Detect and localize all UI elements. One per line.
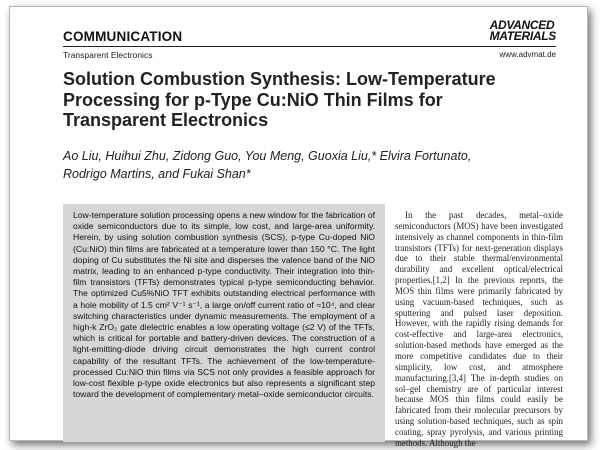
journal-logo-line1: ADVANCED [489,18,555,32]
journal-url: www.advmat.de [499,50,556,59]
article-title: Solution Combustion Synthesis: Low-Temperature Processing for p-Type Cu:NiO Thin Films for Transparent Electronics [63,69,496,130]
abstract-text: Low-temperature solution processing opens a new window for the fabrication of oxide semiconductors due to its simple, low cost, and large-area uniformity. Herein, by using solution combustion synthesis (SCS), p-type Cu-doped NiO (Cu:NiO) thin films are fabricated at a temperature lower than 150 °C. The light doping of Cu substitutes the Ni site and disperses the valence band of the NiO matrix, leading to an enhanced p-type conductivity. Their integration into thin-film transistors (TFTs) demonstrates typical p-type semiconducting behavior. The optimized Cu5%NiO TFT exhibits outstanding electrical performance with a hole mobility of 1.5 cm² V⁻¹ s⁻¹, a large on/off current ratio of ≈10⁴, and clear switching characteristics under dynamic measurements. The employment of a high-k ZrO₂ gate dielectric enables a low operating voltage (≤2 V) of the TFTs, which is critical for portable and battery-driven devices. The construction of a light-emitting-diode driving circuit demonstrates the high current control capability of the resultant TFTs. The achievement of the low-temperature-processed Cu:NiO thin films via SCS not only provides a feasible approach for low-cost flexible p-type oxide electronics but also represents a significant step toward the development of complementary metal–oxide semiconductor circuits. [73,210,375,400]
body-column [395,210,563,448]
journal-logo [490,20,556,42]
journal-logo-line2: MATERIALS [489,29,556,43]
author-list: Ao Liu, Huihui Zhu, Zidong Guo, You Meng, Guoxia Liu,* Elvira Fortunato, Rodrigo Martins, and Fukai Shan* [63,149,472,181]
paper-page [9,6,588,448]
body-paragraph: In the past decades, metal–oxide semiconductors (MOS) have been investigated intensively as channel components in thin-film transistors (TFTs) for next-generation displays due to their stable thermal/environmental durability and excellent optical/electrical properties.[1,2] In the previous reports, the MOS thin films were primarily fabricated by using vacuum-based techniques, such as sputtering and pulsed laser deposition. However, with the rapidly rising demands for cost-effective and large-area electronics, solution-based methods have emerged as the more competitive candidates due to their simplicity, low cost, and atmosphere manufacturing.[3,4] The in-depth studies on sol–gel chemistry are of particular interest because MOS thin films could easily be fabricated from their molecular precursors by using solution-based techniques, such as spin coating, spray pyrolysis, and various printing methods. Although the [395,210,563,448]
article-type-label: COMMUNICATION [63,29,183,44]
section-label: Transparent Electronics [63,50,153,60]
header-rule [63,46,556,47]
abstract-box [63,204,385,442]
